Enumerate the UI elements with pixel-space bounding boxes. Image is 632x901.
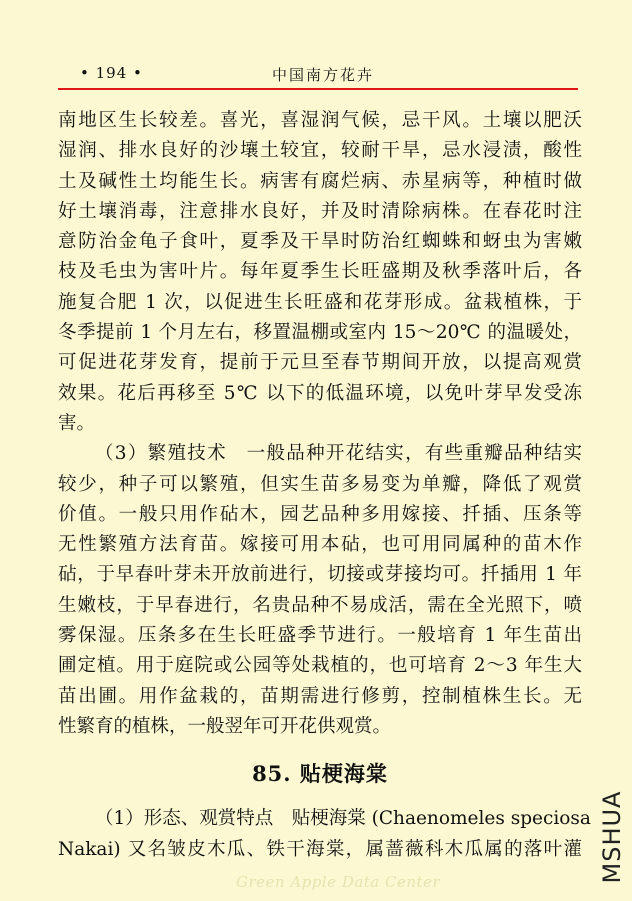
text-line: 价值。一般只用作砧木，园艺品种多用嫁接、扦插、压条等 (58, 503, 582, 525)
text-line: 砧，于早春叶芽未开放前进行，切接或芽接均可。扦插用 1 年 (58, 564, 582, 586)
text-line: 效果。花后再移至 5℃ 以下的低温环境，以免叶芽早发受冻 (58, 382, 582, 404)
text-line: 南地区生长较差。喜光，喜湿润气候，忌干风。土壤以肥沃 (58, 110, 582, 131)
text-line: 圃定植。用于庭院或公园等处栽植的，也可培育 2～3 年生大 (58, 655, 582, 677)
text-line: 苗出圃。用作盆栽的，苗期需进行修剪，控制植株生长。无 (58, 685, 582, 707)
text-line: 生嫩枝，于早春进行，名贵品种不易成活，需在全光照下，喷 (58, 594, 582, 616)
body-text (58, 106, 591, 865)
section-title: 85. 贴梗海棠 (252, 761, 388, 787)
text-line: 冬季提前 1 个月左右，移置温棚或室内 15～20℃ 的温暖处， (58, 322, 582, 344)
text-line: 雾保湿。压条多在生长旺盛季节进行。一般培育 1 年生苗出 (58, 625, 582, 647)
text-line: （1）形态、观赏特点 贴梗海棠 (Chaenomeles speciosa (95, 808, 591, 830)
paragraph-propagation (58, 439, 582, 742)
header-rule (58, 88, 578, 90)
side-watermark-text: MSHUA (598, 790, 626, 884)
text-line: 施复合肥 1 次，以促进生长旺盛和花芽形成。盆栽植株，于 (58, 291, 582, 313)
side-watermark (597, 787, 627, 887)
text-line: Nakai) 又名皱皮木瓜、铁干海棠，属蔷薇科木瓜属的落叶灌 (58, 838, 582, 860)
paragraph-cultivation (58, 106, 582, 439)
text-line: 土及碱性土均能生长。病害有腐烂病、赤星病等，种植时做 (58, 170, 582, 192)
page-number: • 194 • (80, 64, 143, 82)
text-line: 害。 (58, 412, 96, 434)
page-header (60, 64, 578, 86)
text-line: 意防治金龟子食叶，夏季及干旱时防治红蜘蛛和蚜虫为害嫩 (58, 231, 582, 253)
text-line: 可促进花芽发育，提前于元旦至春节期间开放，以提高观赏 (58, 352, 582, 374)
text-line: （3）繁殖技术 一般品种开花结实，有些重瓣品种结实 (95, 443, 582, 465)
text-line: 无性繁殖方法育苗。嫁接可用本砧，也可用同属种的苗木作 (58, 534, 582, 556)
text-line: 枝及毛虫为害叶片。每年夏季生长旺盛期及秋季落叶后，各 (58, 261, 582, 283)
text-line: 性繁育的植株，一般翌年可开花供观赏。 (58, 715, 392, 737)
text-line: 较少，种子可以繁殖，但实生苗多易变为单瓣，降低了观赏 (58, 473, 582, 495)
text-line: 好土壤消毒，注意排水良好，并及时清除病株。在春花时注 (58, 200, 582, 222)
text-line: 湿润、排水良好的沙壤土较宜，较耐干旱，忌水浸渍，酸性 (58, 140, 582, 162)
paragraph-morphology (58, 804, 591, 865)
running-title: 中国南方花卉 (272, 66, 375, 84)
footer-watermark: Green Apple Data Center (236, 873, 441, 891)
